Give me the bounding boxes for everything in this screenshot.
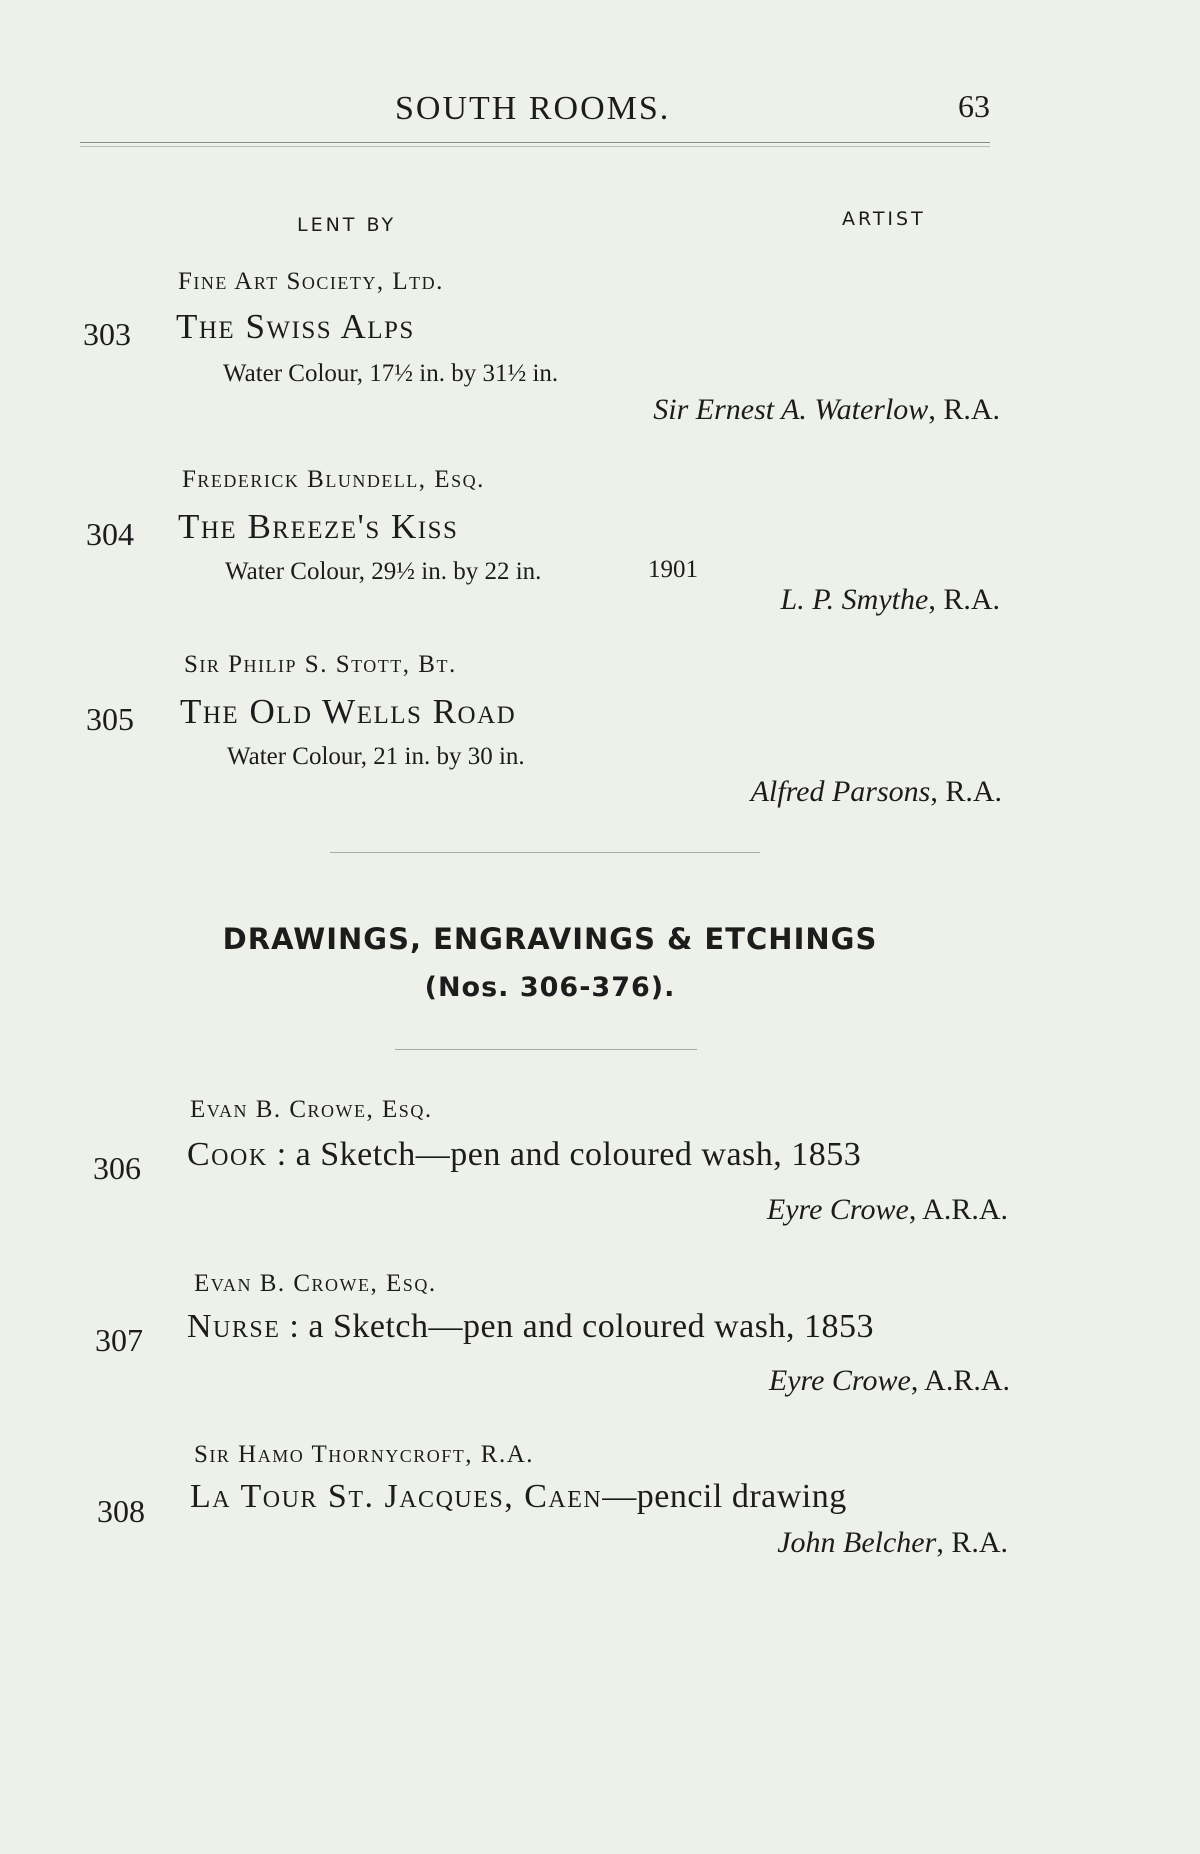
artwork-details: —pencil drawing (602, 1478, 847, 1515)
catalogue-number: 306 (93, 1150, 141, 1186)
artist-name: John Belcher (777, 1526, 937, 1559)
section-divider (330, 852, 760, 853)
artwork-title: La Tour St. Jacques, Caen (190, 1478, 603, 1515)
artwork-medium: Water Colour, 29½ in. by 22 in. (225, 558, 542, 585)
artist-credit (751, 775, 1002, 809)
artist-credit (777, 1526, 1008, 1560)
section-title: DRAWINGS, ENGRAVINGS & ETCHINGS (222, 922, 878, 956)
lender-name: Sir Hamo Thornycroft, R.A. (194, 1441, 535, 1468)
catalogue-number: 304 (86, 516, 134, 552)
artwork-title: The Breeze's Kiss (178, 507, 459, 546)
artist-name: L. P. Smythe (780, 583, 929, 616)
running-head: SOUTH ROOMS. (395, 90, 671, 127)
artwork-title: The Old Wells Road (180, 692, 517, 731)
artwork-medium: Water Colour, 21 in. by 30 in. (227, 743, 525, 770)
artist-credit (781, 583, 1000, 617)
catalogue-number: 307 (95, 1322, 143, 1358)
artist-name: Eyre Crowe (768, 1364, 911, 1397)
section-subtitle: (Nos. 306-376). (424, 972, 676, 1003)
lender-name: Fine Art Society, Ltd. (178, 268, 444, 295)
artist-suffix: , R.A. (928, 393, 1000, 426)
artist-credit (653, 393, 1000, 427)
column-heading-lent-by: LENT BY (297, 214, 397, 236)
artwork-title: Cook (187, 1136, 268, 1173)
header-rule-secondary (80, 146, 990, 147)
artwork-medium: Water Colour, 17½ in. by 31½ in. (223, 360, 559, 387)
artwork-year: 1901 (648, 556, 698, 583)
catalogue-number: 308 (97, 1493, 145, 1529)
artwork-title: The Swiss Alps (176, 307, 415, 346)
artist-suffix: , A.R.A. (910, 1364, 1010, 1397)
artwork-details: : a Sketch—pen and coloured wash, 1853 (289, 1308, 874, 1345)
artwork-details: : a Sketch—pen and coloured wash, 1853 (276, 1136, 862, 1173)
artist-credit (769, 1364, 1010, 1398)
artist-credit (767, 1193, 1008, 1227)
artist-suffix: , A.R.A. (908, 1193, 1008, 1226)
artwork-description (187, 1308, 874, 1346)
lender-name: Evan B. Crowe, Esq. (194, 1270, 437, 1297)
catalogue-number: 305 (86, 701, 134, 737)
artwork-title: Nurse (187, 1308, 281, 1345)
column-heading-artist: ARTIST (842, 208, 926, 230)
artist-name: Eyre Crowe (766, 1193, 909, 1226)
artist-name: Sir Ernest A. Waterlow (653, 393, 929, 426)
header-rule (80, 142, 990, 143)
section-divider (395, 1049, 697, 1050)
artwork-description (190, 1478, 847, 1516)
lender-name: Evan B. Crowe, Esq. (190, 1096, 433, 1123)
lender-name: Frederick Blundell, Esq. (182, 466, 485, 493)
artwork-description (187, 1136, 861, 1174)
lender-name: Sir Philip S. Stott, Bt. (184, 651, 457, 678)
page-number: 63 (958, 88, 990, 124)
artist-suffix: , R.A. (930, 775, 1002, 808)
artist-name: Alfred Parsons (750, 775, 931, 808)
artist-suffix: , R.A. (928, 583, 1000, 616)
catalogue-number: 303 (83, 316, 131, 352)
artist-suffix: , R.A. (936, 1526, 1008, 1559)
